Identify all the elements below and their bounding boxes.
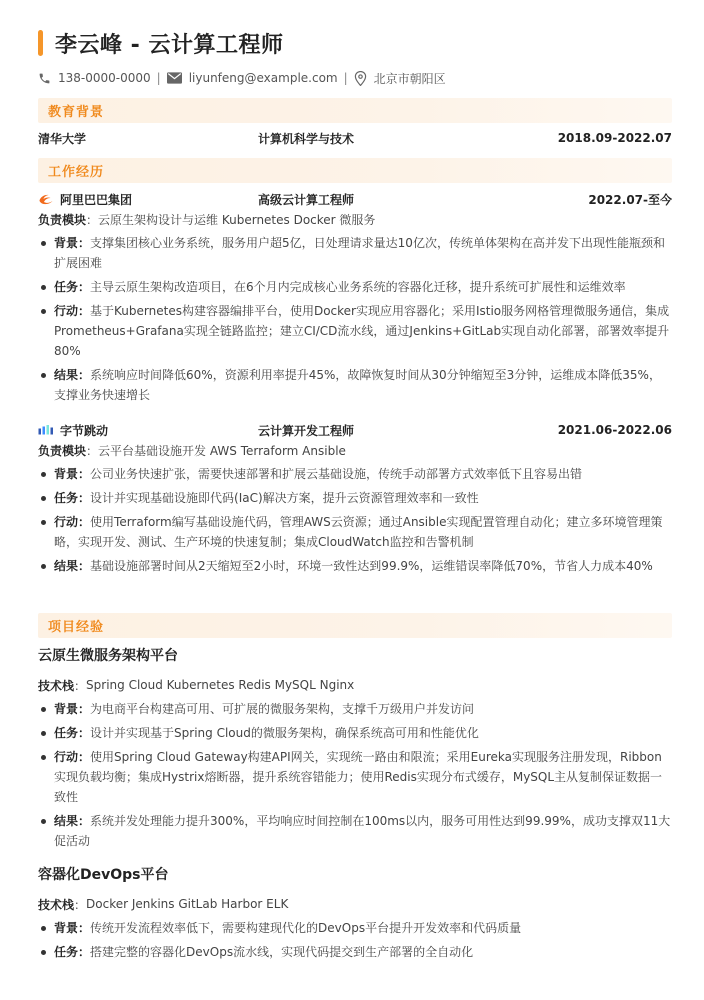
list-item: 行动：使用Terraform编写基础设施代码，管理AWS云资源；通过Ansible实现配置管理自动化；建立多环境管理策略，实现开发、测试、生产环境的快速复制；集成CloudWatch监控和告警机制 bbox=[38, 512, 672, 552]
stack-text: Spring Cloud Kubernetes Redis MySQL Nginx bbox=[86, 678, 355, 692]
project-title: 容器化DevOps平台 bbox=[38, 867, 169, 883]
project-bullets bbox=[38, 918, 672, 962]
school-name: 清华大学 bbox=[38, 131, 87, 146]
project-entry bbox=[38, 643, 672, 851]
list-item: 任务：主导云原生架构改造项目，在6个月内完成核心业务系统的容器化迁移，提升系统可扩展性和运维效率 bbox=[38, 277, 672, 297]
job-entry bbox=[38, 189, 672, 405]
job-bullets bbox=[38, 464, 672, 576]
job-title: 高级云计算工程师 bbox=[258, 192, 355, 207]
job-module: 负责模块 ： 云平台基础设施开发 AWS Terraform Ansible bbox=[38, 443, 346, 458]
tech-stack: 技术栈 ： Spring Cloud Kubernetes Redis MySQL Nginx bbox=[38, 678, 355, 693]
tech-stack: 技术栈 ： Docker Jenkins GitLab Harbor ELK bbox=[38, 897, 289, 912]
candidate-name: 李云峰 - 云计算工程师 bbox=[55, 32, 284, 58]
job-module: 负责模块 ： 云原生架构设计与运维 Kubernetes Docker 微服务 bbox=[38, 212, 376, 227]
stack-text: Docker Jenkins GitLab Harbor ELK bbox=[86, 897, 289, 911]
email-address: liyunfeng@example.com bbox=[188, 71, 338, 85]
list-item: 结果：基础设施部署时间从2天缩短至2小时，环境一致性达到99.9%，运维错误率降低70%，节省人力成本40% bbox=[38, 556, 672, 576]
list-item: 背景：支撑集团核心业务系统，服务用户超5亿，日处理请求量达10亿次，传统单体架构在高并发下出现性能瓶颈和扩展困难 bbox=[38, 233, 672, 273]
list-item: 任务：搭建完整的容器化DevOps流水线，实现代码提交到生产部署的全自动化 bbox=[38, 942, 672, 962]
job-bullets bbox=[38, 233, 672, 405]
company-name: 阿里巴巴集团 bbox=[60, 192, 133, 207]
bytedance-logo-icon bbox=[38, 424, 54, 436]
list-item: 任务：设计并实现基于Spring Cloud的微服务架构，确保系统高可用和性能优化 bbox=[38, 723, 672, 743]
list-item: 背景：为电商平台构建高可用、可扩展的微服务架构，支撑千万级用户并发访问 bbox=[38, 699, 672, 719]
list-item: 结果：系统并发处理能力提升300%，平均响应时间控制在100ms以内，服务可用性达到99.99%，成功支撑双11大促活动 bbox=[38, 811, 672, 851]
module-label: 负责模块 bbox=[38, 212, 87, 227]
company bbox=[38, 191, 258, 208]
project-title: 云原生微服务架构平台 bbox=[38, 648, 178, 664]
education-entry bbox=[38, 127, 672, 149]
job-entry bbox=[38, 420, 672, 576]
education-date: 2018.09-2022.07 bbox=[557, 131, 672, 145]
project-entry bbox=[38, 862, 672, 962]
company bbox=[38, 422, 258, 439]
education-section-header: 教育背景 bbox=[38, 98, 672, 123]
list-item: 背景：传统开发流程效率低下，需要构建现代化的DevOps平台提升开发效率和代码质量 bbox=[38, 918, 672, 938]
phone-icon bbox=[38, 72, 51, 85]
name-row bbox=[38, 28, 672, 58]
module-text: 云原生架构设计与运维 Kubernetes Docker 微服务 bbox=[98, 212, 376, 227]
company-name: 字节跳动 bbox=[60, 423, 109, 438]
location-pin-icon bbox=[354, 71, 367, 86]
module-text: 云平台基础设施开发 AWS Terraform Ansible bbox=[98, 443, 346, 458]
list-item: 行动：基于Kubernetes构建容器编排平台，使用Docker实现应用容器化；采用Istio服务网格管理微服务通信，集成Prometheus+Grafana实现全链路监控；建立CI/CD流水线，通过Jenkins+GitLab实现自动化部署，部署效率提升80% bbox=[38, 301, 672, 361]
phone-number: 138-0000-0000 bbox=[58, 71, 151, 85]
email-icon bbox=[167, 72, 182, 84]
list-item: 行动：使用Spring Cloud Gateway构建API网关，实现统一路由和限流；采用Eureka实现服务注册发现，Ribbon实现负载均衡；集成Hystrix熔断器，提升系统容错能力；使用Redis实现分布式缓存，MySQL主从复制保证数据一致性 bbox=[38, 747, 672, 807]
job-header bbox=[38, 189, 672, 209]
job-date: 2021.06-2022.06 bbox=[557, 423, 672, 437]
list-item: 任务：设计并实现基础设施即代码(IaC)解决方案，提升云资源管理效率和一致性 bbox=[38, 488, 672, 508]
name-accent-bar bbox=[38, 30, 43, 56]
project-bullets bbox=[38, 699, 672, 851]
list-item: 结果：系统响应时间降低60%，资源利用率提升45%，故障恢复时间从30分钟缩短至3分钟，运维成本降低35%，支撑业务快速增长 bbox=[38, 365, 672, 405]
job-header bbox=[38, 420, 672, 440]
contact-separator: | bbox=[343, 71, 348, 85]
job-title: 云计算开发工程师 bbox=[258, 423, 355, 438]
alibaba-logo-icon bbox=[38, 193, 54, 205]
stack-label: 技术栈 bbox=[38, 678, 75, 693]
contact-info bbox=[38, 69, 672, 87]
module-label: 负责模块 bbox=[38, 443, 87, 458]
list-item: 背景：公司业务快速扩张，需要快速部署和扩展云基础设施，传统手动部署方式效率低下且容易出错 bbox=[38, 464, 672, 484]
stack-label: 技术栈 bbox=[38, 897, 75, 912]
projects-section-header: 项目经验 bbox=[38, 613, 672, 638]
location: 北京市朝阳区 bbox=[373, 71, 446, 86]
contact-separator: | bbox=[156, 71, 161, 85]
job-date: 2022.07-至今 bbox=[588, 192, 672, 207]
work-section-header: 工作经历 bbox=[38, 158, 672, 183]
major: 计算机科学与技术 bbox=[258, 131, 355, 146]
